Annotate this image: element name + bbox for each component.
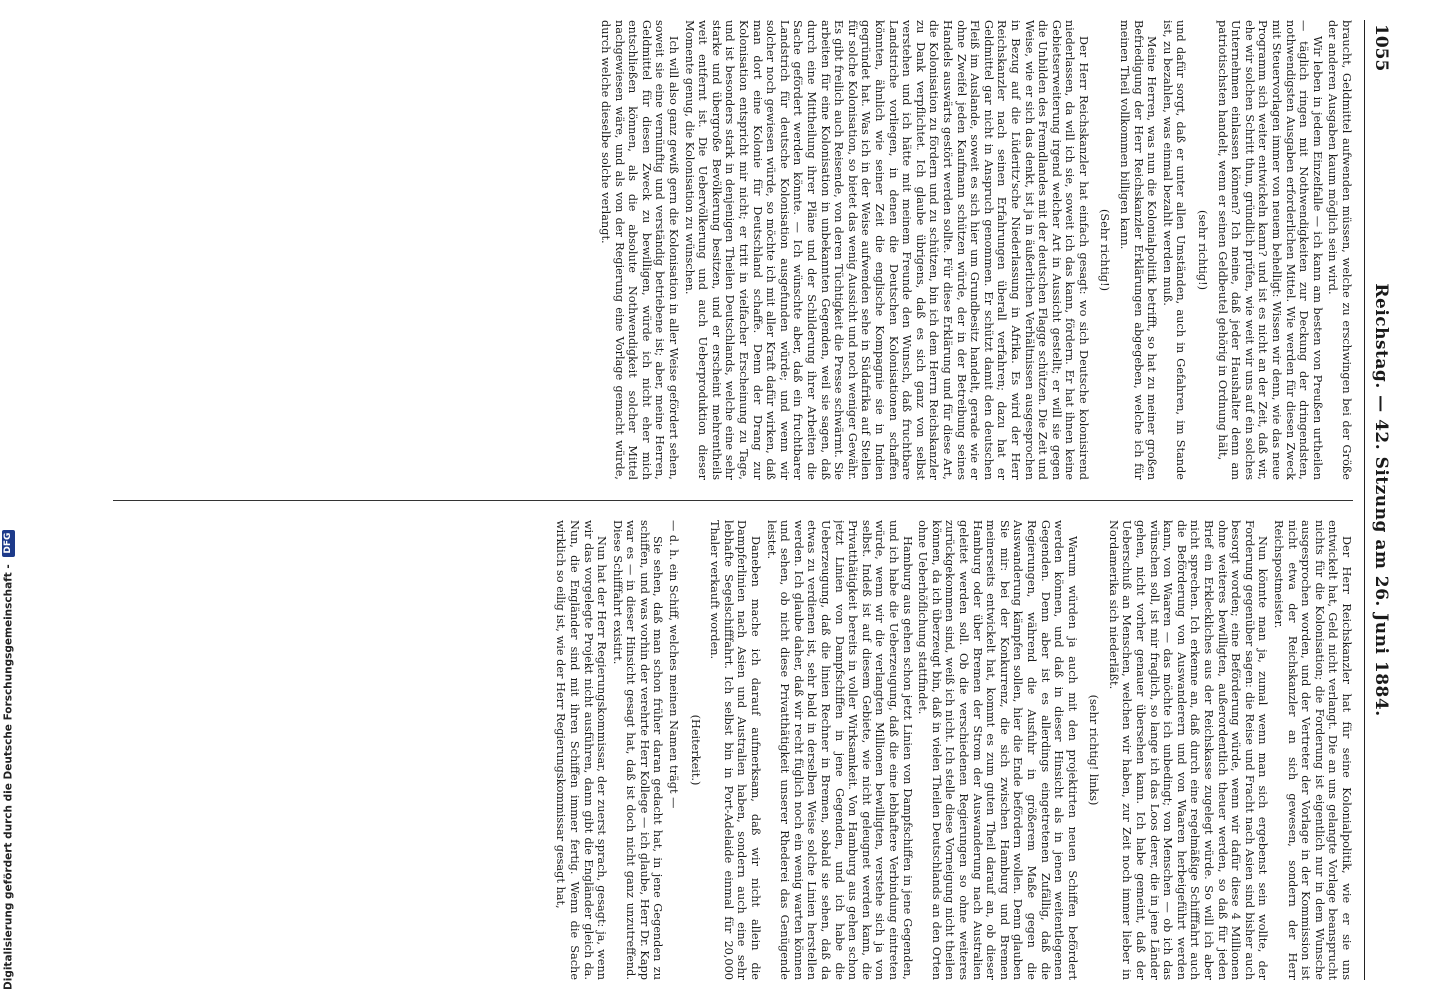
page-header xyxy=(1364,20,1395,980)
paragraph: Hamburg aus gehen schon jetzt Linien von Dampfschiffen in jene Gegenden, und ich habe die Ueberzeugung, daß die eine lebhaftere Verbindung eintreten würde, wenn wir die verlangten Millionen bewilligten, verstehe sich ja von selbst. Indeß ist auf diesem Gebiete, wie nicht geleugnet werden kann, die Privatthätigkeit bereits in voller Wirksamkeit. Von Hamburg aus gehen schon jetzt Linien von Dampfschiffen in jene Gegenden, und ich habe die Ueberzeugung, daß die linien Rechner in Bremen, sobald sie sehen, daß da etwas zu verdienen ist, sehr bald in derselben Weise solche Linien herstellen werden. Ich glaube daher, daß wir recht füglich noch ein wenig warten können und sehen, ob nicht diese Privatthätigkeit unserer Rhederei das Genügende leistet. xyxy=(764,520,914,980)
paragraph: Nun könnte man ja, zumal wenn man sich ergebenst sein wollte, der Forderung gegenüber sagen: die Reise und Fracht nach Asien sind bisher auch besorgt worden; eine Beförderung würde, wenn wir dafür diese 4 Millionen ohne weiteres bewilligten, außerordentlich theuer werden, so daß für jeden Brief ein Erkleckliches aus der Reichskasse zugelegt würde. So will ich aber nicht sprechen. Ich erkenne an, daß durch eine regelmäßige Schifffahrt auch die Beförderung von Auswanderern und von Waaren herbeigeführt werden kann, von Waaren — das möchte ich unbedingt; von Menschen — ob ich das wünschen soll, ist mir fraglich, so lange ich das Loos derer, die in jene Länder gehen, nicht vorher genauer übersehen kann. Ich habe gemeint, daß der Ueberschuß an Menschen, welchen wir haben, zur Zeit noch immer lieber in Nordamerika sich niederläßt. xyxy=(1106,520,1270,980)
paragraph: braucht, Geldmittel aufwenden müssen, welche zu erschwingen bei der Größe der anderen Ausgaben kaum möglich sein wird. xyxy=(1326,20,1353,480)
paragraph: Meine Herren, was nun die Kolonialpolitik betrifft, so hat zu meiner großen Befriedigung der Herr Reichskanzler Erklärungen abgegeben, welche ich für meinen Theil vollkommen billigen kann. xyxy=(1118,20,1159,480)
paragraph: Ich will also ganz gewiß gern die Kolonisation in aller Weise gefördert sehen, soweit sie eine vernünftig und verständig betriebene ist; aber, meine Herren, Geldmittel für diesen Zweck zu bewilligen, würde ich nicht eher mich entschließen können, als die absolute Nothwendigkeit solcher Mittel nachgewiesen wäre, und als von der Regierung eine Vorlage gemacht würde, durch welche dieselbe solche verlangt. xyxy=(599,20,681,480)
paragraph: Daneben mache ich darauf aufmerksam, daß wir nicht allein die Dampferlinien nach Asien und Australien haben, sondern auch eine sehr lebhafte Segelschifffahrt. Ich selbst bin in Port-Adelaide einmal für 20,000 Thaler verkauft worden. xyxy=(708,520,763,980)
left-column xyxy=(113,20,1353,480)
paragraph: Der Herr Reichskanzler hat für seine Kolonialpolitik, wie er sie uns entwickelt hat, Geld nicht verlangt. Die an uns gelangte Vorlage beansprucht nichts für die Kolonisation; die Forderung ist eigentlich nur in dem Wunsche ausgesprochen worden, und der Vertreter der Vorlage in der Kommission ist nicht etwa der Reichskanzler an sich gewesen, sondern der Herr Reichspostmeister. xyxy=(1272,520,1353,980)
audience-remark: (sehr richtig!) xyxy=(1196,209,1210,291)
right-column xyxy=(113,520,1353,980)
audience-remark: (Sehr richtig!) xyxy=(1098,208,1112,292)
dfg-logo: DFG xyxy=(2,530,15,557)
page-number: 1055 xyxy=(1371,24,1391,72)
digitization-credit xyxy=(2,532,22,1000)
column-divider xyxy=(113,500,1353,501)
newspaper-page xyxy=(105,20,1395,980)
paragraph: Wir leben in jedem Einzelfalle — ich kann am besten von Preußen urtheilen — täglich ringen mit Nothwendigkeiten zur Deckung der dringendsten, nothwendigsten Ausgaben erforderlichen Mittel. Wie werden für diesen Zweck mit Steuervorlagen immer von neuem behelligt: Wissen wir denn, wie das neue Programm sich weiter entwickeln kann? und ist es nicht an der Zeit, daß wir, ehe wir solchen Schritt thun, gründlich prüfen, wie weit wir uns auf ein solches Unternehmen einlassen können? Ich meine, daß jeder Haushalter denn am patriotischsten handelt, wenn er seinen Geldbeutel gehörig in Ordnung hält, xyxy=(1215,20,1324,480)
audience-remark: (Heiterkeit.) xyxy=(688,714,702,786)
paragraph: und dafür sorgt, daß er unter allen Umständen, auch in Gefahren, im Stande ist, zu bezahlen, was einmal bezahlt werden muß. xyxy=(1160,20,1188,480)
paragraph: Sie sehen, daß man schon früher daran gedacht hat, in jene Gegenden zu schiffen, und was vorhin der verehrte Herr Kollege — ich glaube, Herr Dr. Kapp war es — in dieser Hinsicht gesagt hat, daß ist doch nicht ganz unzutreffend. Diese Schifffahrt existirt. xyxy=(610,520,665,980)
paragraph: Warum würden ja auch mit den projektirten neuen Schiffen befördert werden können, und daß in dieser Hinsicht als in jenen weitentlegenen Gegenden. Denn aber ist es allerdings eingetretenen Zufällig, daß die Regierungen, während die Ausfuhr in größerem Maße gegen die Auswanderung kämpfen sollen, hier die Ende befördern wollen. Denn glauben Sie mir: bei der Konkurrenz, die sich zwischen Hamburg und Bremen meinerseits entwickelt hat, kommt es zum guten Theil darauf an, ob dieser Hamburg oder über Bremen der Strom der Auswanderung nach Australien geleitet werden soll. Ob die verschiedenen Regierungen so ohne weiteres zurückgekommen sind, weiß ich nicht. Ich stelle diese Vorneigung nicht theilen können, da ich überzeugt bin, daß in vielen Theilen Deutschlands an den Orten ohne Ueberhöflichung stattfindet. xyxy=(916,520,1079,980)
paragraph: Der Herr Reichskanzler hat einfach gesagt: wo sich Deutsche kolonisirend niederlassen, da will ich sie, soweit ich das kann, fördern. Er hat ihnen keine Gebietserweiterung irgend welcher Art in Aussicht gestellt; er will sie gegen die Unbilden des Fremdlandes mit der deutschen Flagge schützen. Die Zeit und Weise, wie er sich das denkt, ist ja in äußerlichen Verhältnissen ausgesprochen in Bezug auf die Lüderitz'sche Niederlassung in Afrika. Es wird der Herr Reichskanzler nach seinen Erfahrungen überall verfahren; dazu hat er Geldmittel gar nicht in Anspruch genommen. Er schützt damit den deutschen Fleiß im Auslande, soweit es sich hier um Grundbesitz handelt, gerade wie er ohne Zweifel jeden Kaufmann schützen würde, der in der Betreibung seines Handels auswärts gestört werden sollte. Für diese Erklärung und für diese Art, die Kolonisation zu fördern und zu schützen, bin ich dem Herrn Reichskanzler zu Dank verpflichtet. Ich glaube übrigens, daß es sich ganz von selbst verstehen und ich hätte mit meinem Freunde den Wunsch, daß fruchtbare Landstriche vorliegen, in denen die Deutschen Kolonisationen schaffen könnten, ähnlich wie seiner Zeit die englische Kompagnie sie in Indien gegründet hat. Was ich in der Weise aufwenden sehe in Südafrika auf Stellen für solche Kolonisation, so bietet das wenig Aussicht und noch weniger Gewähr. Es gibt freilich auch Reisende, von deren Tüchtigkeit die Presse schwärmt. Sie arbeiten für eine Kolonisation in unbekannten Gegenden, weil sie sagen, daß durch eine Mittheilung ihrer Pläne und der Schilderung ihrer Arbeiten die Sache gefördert werden könnte. — Ich wünschte aber, daß ein fruchtbarer Landstrich für deutsche Kolonisation ausgefunden würde; und wenn wir solcher noch gewiesen würde, so möchte ich mit aller Kraft dafür wirken, daß man dort eine Kolonie für Deutschland schaffe. Denn der Drang zur Kolonisation entspricht mir nicht; er tritt in vielfacher Erscheinung zu Tage, und ist besonders stark in denjenigen Theilen Deutschlands, welche eine sehr starke und übergroße Bevölkerung besitzen, und er erscheint mehrentheils weit entfernt ist. Die Uebervölkerung und auch Ueberproduktion dieser Momente genug, die Kolonisation zu wünschen. xyxy=(682,20,1090,480)
audience-remark: (sehr richtig! links) xyxy=(1087,694,1101,806)
page-title: Reichstag. — 42. Sitzung am 26. Juni 1884. xyxy=(1371,283,1391,717)
text-columns xyxy=(113,20,1353,980)
paragraph: — d. h. ein Schiff, welches meinen Namen trägt — xyxy=(667,520,681,809)
paragraph: Nun hat der Herr Regierungskommissar, der zuerst sprach, gesagt: ja, wenn wir das vorgelegte Projekt nicht ausführen, dann gibt die Engländer gleich da. Nun, die Engländer sind mit ihren Schiffen immer fertig. Wenn die Sache wirklich so eilig ist, wie der Herr Regierungskommissar gesagt hat, xyxy=(554,520,609,980)
digitization-credit-text: Digitalisierung gefördert durch die Deutsche Forschungsgemeinschaft - xyxy=(2,564,15,990)
